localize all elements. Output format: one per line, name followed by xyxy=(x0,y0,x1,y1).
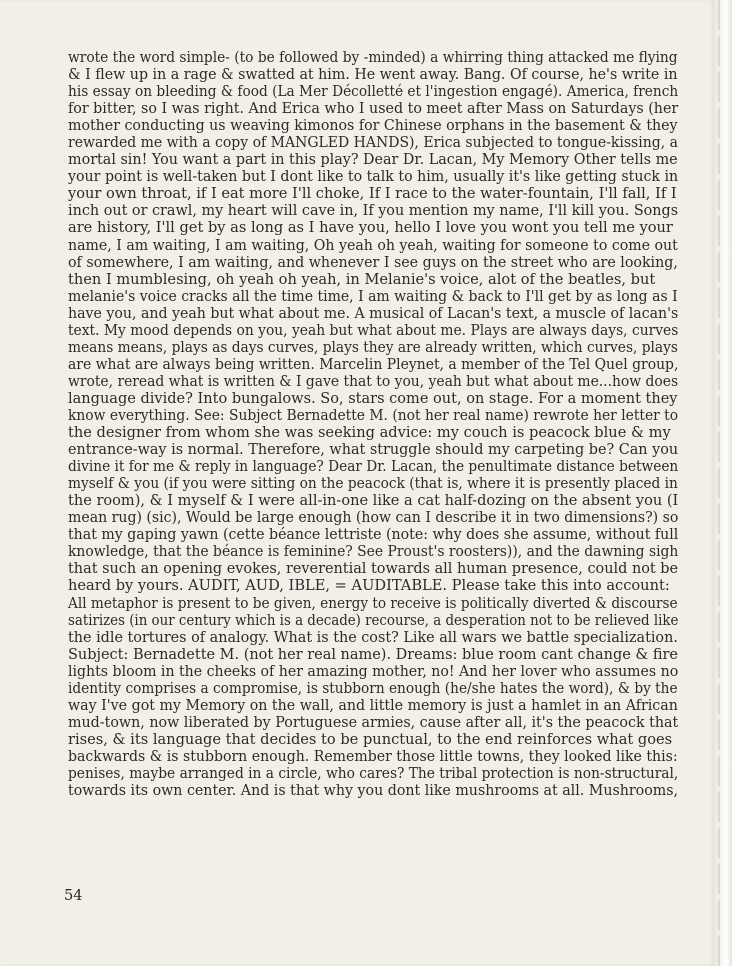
page-edge xyxy=(714,0,732,966)
text-line: mean rug) (sic), Would be large enough (how can I describe it in two dimensions?) so xyxy=(68,509,679,527)
text-line: means means, plays as days curves, plays they are already written, which curves, plays xyxy=(68,338,678,356)
text-line: rewarded me with a copy of MANGLED HANDS), Erica subjected to tongue-kissing, a xyxy=(68,134,678,152)
text-line: of somewhere, I am waiting, and whenever I see guys on the street who are looking, xyxy=(68,253,678,271)
text-line: have you, and yeah but what about me. A musical of Lacan's text, a muscle of lacan's xyxy=(68,304,679,322)
text-line: then I mumblesing, oh yeah oh yeah, in Melanie's voice, alot of the beatles, but xyxy=(68,270,656,288)
text-line: the designer from whom she was seeking advice: my couch is peacock blue & my xyxy=(68,424,671,442)
text-line: that my gaping yawn (cette béance lettriste (note: why does she assume, without full xyxy=(68,526,679,544)
binding-edge-line xyxy=(718,0,720,966)
text-line: backwards & is stubborn enough. Remember those little towns, they looked like this: xyxy=(68,747,678,765)
text-line: All metaphor is present to be given, energy to receive is politically diverted & discourse xyxy=(68,594,678,612)
text-line: your own throat, if I eat more I'll choke, If I race to the water-fountain, I'll fall, If I xyxy=(68,185,677,203)
text-line: know everything. See: Subject Bernadette M. (not her real name) rewrote her letter to xyxy=(68,406,679,424)
text-line: identity comprises a compromise, is stubborn enough (he/she hates the word), & by the xyxy=(68,679,678,697)
text-line: that such an opening evokes, reverential towards all human presence, could not be xyxy=(68,560,679,578)
text-line: heard by yours. AUDIT, AUD, IBLE, = AUDITABLE. Please take this into account: xyxy=(68,577,670,595)
text-line: name, I am waiting, I am waiting, Oh yeah oh yeah, waiting for someone to come out xyxy=(68,236,678,254)
text-line: are what are always being written. Marcelin Pleynet, a member of the Tel Quel group, xyxy=(68,355,679,373)
text-line: text. My mood depends on you, yeah but what about me. Plays are always days, curves xyxy=(68,321,679,339)
text-line: inch out or crawl, my heart will cave in, If you mention my name, I'll kill you. Songs xyxy=(68,202,679,220)
text-line: for bitter, so I was right. And Erica who I used to meet after Mass on Saturdays (her xyxy=(68,100,679,118)
text-line: mortal sin! You want a part in this play? Dear Dr. Lacan, My Memory Other tells me xyxy=(68,151,678,169)
text-line: way I've got my Memory on the wall, and little memory is just a hamlet in an African xyxy=(68,696,678,714)
text-line: divine it for me & reply in language? Dear Dr. Lacan, the penultimate distance between xyxy=(68,458,679,476)
text-line: myself & you (if you were sitting on the peacock (that is, where it is presently placed in xyxy=(68,475,678,493)
page-number: 54 xyxy=(64,887,83,904)
text-line: mud-town, now liberated by Portuguese armies, cause after all, it's the peacock that xyxy=(68,713,679,731)
text-line: towards its own center. And is that why you dont like mushrooms at all. Mushrooms, xyxy=(68,782,679,800)
text-line: mother conducting us weaving kimonos for Chinese orphans in the basement & they xyxy=(68,117,678,135)
text-line: are history, I'll get by as long as I have you, hello I love you wont you tell me your xyxy=(68,219,673,237)
text-line: his essay on bleeding & food (La Mer Décolletté et l'ingestion engagé). America, french xyxy=(68,83,679,101)
text-line: knowledge, that the béance is feminine? See Proust's roosters)), and the dawning sigh xyxy=(68,543,679,561)
text-line: satirizes (in our century which is a decade) recourse, a desperation not to be relieved like xyxy=(68,611,679,629)
text-line: the room), & I myself & I were all-in-one like a cat half-dozing on the absent you (I xyxy=(68,492,679,510)
text-line: wrote, reread what is written & I gave that to you, yeah but what about me...how does xyxy=(68,372,679,390)
page-body-text xyxy=(68,49,678,799)
text-line: entrance-way is normal. Therefore, what struggle should my carpeting be? Can you xyxy=(68,441,679,459)
text-line: Subject: Bernadette M. (not her real name). Dreams: blue room cant change & fire xyxy=(68,645,679,663)
text-line: the idle tortures of analogy. What is the cost? Like all wars we battle specialization. xyxy=(68,628,678,646)
text-line: language divide? Into bungalows. So, stars come out, on stage. For a moment they xyxy=(68,389,678,407)
text-line: melanie's voice cracks all the time time, I am waiting & back to I'll get by as long as I xyxy=(68,287,678,305)
text-line: wrote the word simple- (to be followed by -minded) a whirring thing attacked me flying xyxy=(68,49,678,66)
text-line: & I flew up in a rage & swatted at him. He went away. Bang. Of course, he's write in xyxy=(68,66,678,84)
text-line: rises, & its language that decides to be punctual, to the end reinforces what goes xyxy=(68,730,673,748)
text-line: penises, maybe arranged in a circle, who cares? The tribal protection is non-structural, xyxy=(68,764,679,782)
text-line: your point is well-taken but I dont like to talk to him, usually it's like getting stuck in xyxy=(68,168,679,186)
text-line: lights bloom in the cheeks of her amazing mother, no! And her lover who assumes no xyxy=(68,662,679,680)
